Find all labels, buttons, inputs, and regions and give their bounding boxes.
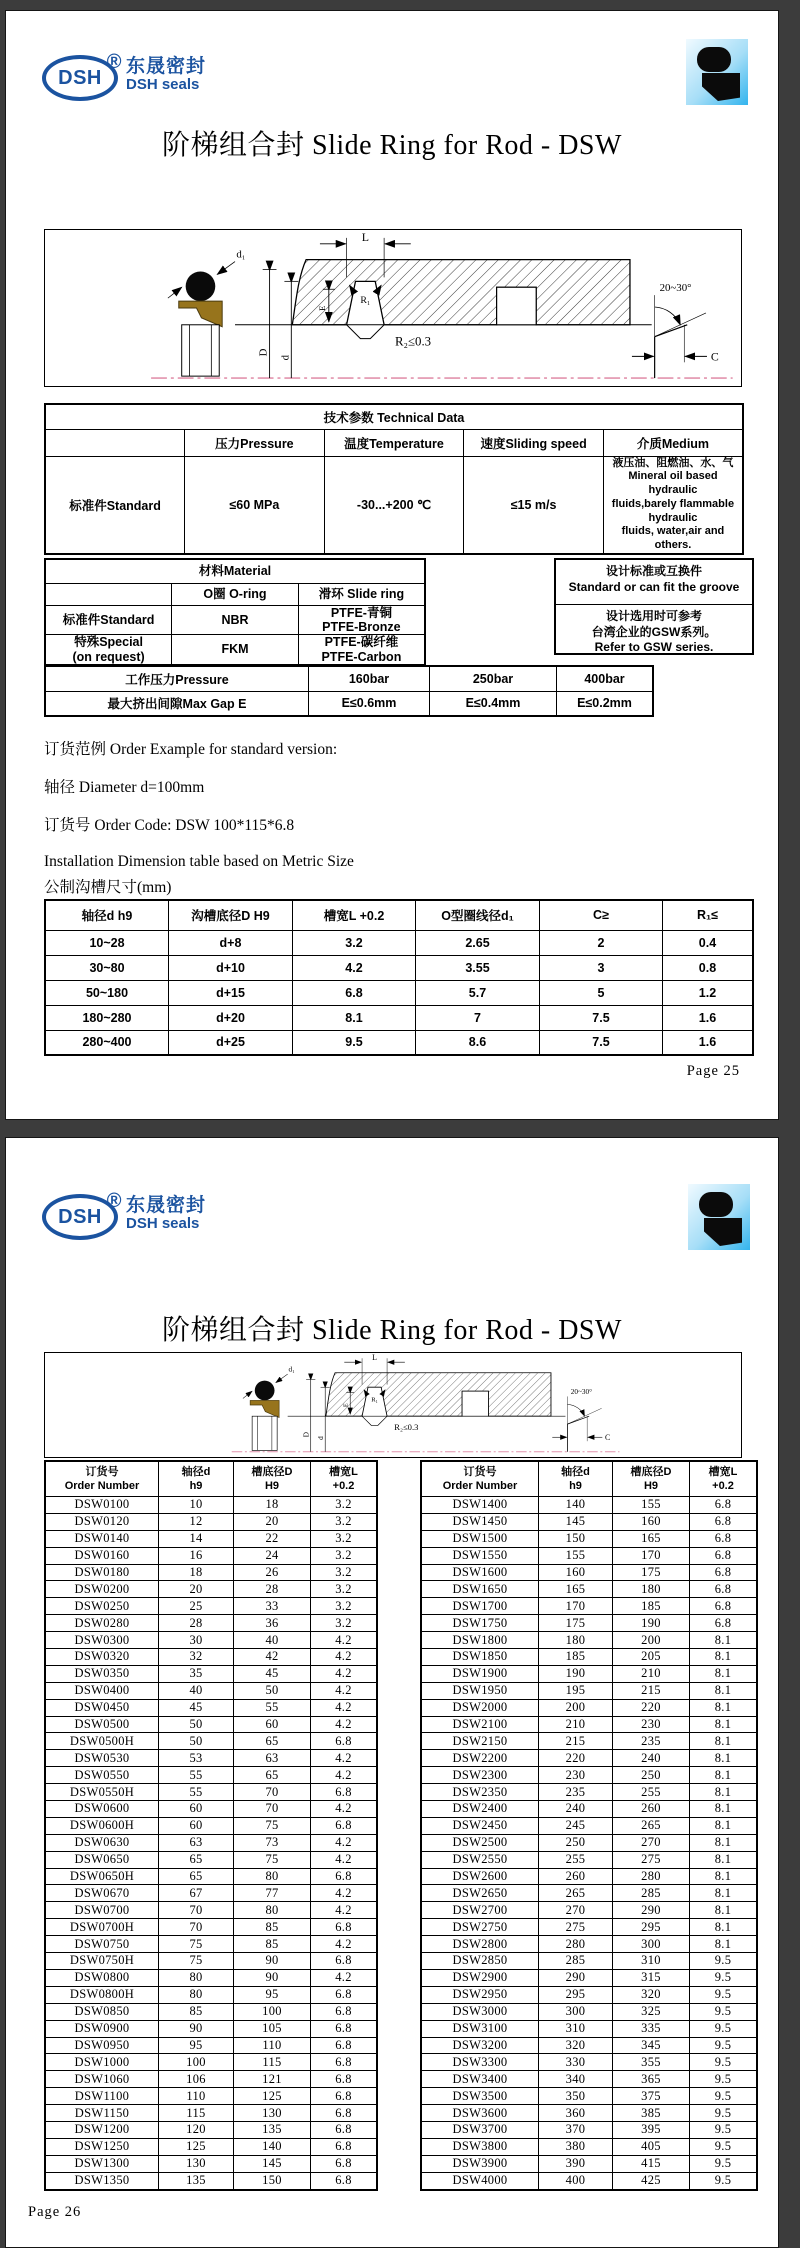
order-table-right-body — [421, 1497, 757, 2190]
dim-label-R2: R₂≤0.3 — [394, 1422, 419, 1433]
groove-block — [292, 260, 630, 325]
order-table-row: DSW3300 330 355 9.5 — [421, 2054, 757, 2071]
material-std-oring: NBR — [172, 605, 299, 635]
dim-label-d1: d₁ — [236, 248, 246, 261]
order-table-row: DSW2900 290 315 9.5 — [421, 1969, 757, 1986]
drawing-box — [44, 229, 742, 387]
metric-table-row: 30~80 d+10 4.2 3.55 3 0.8 — [45, 955, 753, 980]
order-table-row: DSW2000 200 220 8.1 — [421, 1699, 757, 1716]
order-table-row: DSW0750 75 85 4.2 — [45, 1936, 377, 1953]
order-table-row: DSW0140 14 22 3.2 — [45, 1530, 377, 1547]
dim-label-D: D — [257, 348, 270, 357]
catalog-page-26 — [5, 1137, 779, 2248]
o-ring-icon — [699, 1192, 733, 1217]
tech-header-pressure: 压力Pressure — [185, 429, 325, 456]
order-table-row: DSW0750H 75 90 6.8 — [45, 1953, 377, 1970]
order-table-row: DSW3100 310 335 9.5 — [421, 2020, 757, 2037]
dim-label-E: E — [316, 305, 327, 311]
dim-label-angle: 20~30° — [659, 282, 692, 295]
o-ring-icon — [697, 47, 731, 72]
order-table-row: DSW0700 70 80 4.2 — [45, 1902, 377, 1919]
dim-label-d: d — [317, 1436, 326, 1440]
order-table-row: DSW2950 295 320 9.5 — [421, 1986, 757, 2003]
seal-groove-technical-drawing — [45, 1353, 741, 1457]
page-title: 阶梯组合封 Slide Ring for Rod - DSW — [162, 1315, 622, 1346]
backup-ring-pocket — [462, 1391, 488, 1416]
order-table-row: DSW2350 235 255 8.1 — [421, 1784, 757, 1801]
order-table-row: DSW1700 170 185 6.8 — [421, 1598, 757, 1615]
metric-table-row: 280~400 d+25 9.5 8.6 7.5 1.6 — [45, 1030, 753, 1055]
order-table-row: DSW0600H 60 75 6.8 — [45, 1817, 377, 1834]
order-table-row: DSW1350 135 150 6.8 — [45, 2172, 377, 2189]
material-special-oring: FKM — [172, 635, 299, 665]
dsh-logo-text: DSH — [58, 1205, 102, 1228]
order-table-row: DSW0670 67 77 4.2 — [45, 1885, 377, 1902]
order-table-row: DSW0850 85 100 6.8 — [45, 2003, 377, 2020]
tech-header-medium: 介质Medium — [603, 429, 743, 456]
order-table-row: DSW2800 280 300 8.1 — [421, 1936, 757, 1953]
brand-name-cn: 东晟密封 — [126, 56, 207, 77]
max-gap-label: 最大挤出间隙Max Gap E — [45, 691, 309, 716]
header-groove-dia: 槽底径D H9 — [234, 1461, 311, 1497]
order-table-row: DSW0100 10 18 3.2 — [45, 1497, 377, 1514]
page-title: 阶梯组合封 Slide Ring for Rod - DSW — [162, 130, 622, 161]
dsh-logo-oval — [42, 51, 122, 101]
order-table-row: DSW1950 195 215 8.1 — [421, 1682, 757, 1699]
dim-label-R2: R₂≤0.3 — [394, 334, 432, 349]
order-table-row: DSW1250 125 140 6.8 — [45, 2138, 377, 2155]
order-table-row: DSW0120 12 20 3.2 — [45, 1513, 377, 1530]
metric-caption-cn: 公制沟槽尺寸(mm) — [44, 879, 172, 896]
dim-label-R1: R₁ — [360, 295, 371, 307]
material-special-slide: PTFE-碳纤维 PTFE-Carbon — [298, 635, 425, 665]
pressure-400: 400bar — [557, 666, 654, 691]
order-table-row: DSW3800 380 405 9.5 — [421, 2138, 757, 2155]
order-table-row: DSW2300 230 250 8.1 — [421, 1767, 757, 1784]
order-table-row: DSW2400 240 260 8.1 — [421, 1801, 757, 1818]
dim-label-angle: 20~30° — [570, 1387, 593, 1396]
order-table-row: DSW3600 360 385 9.5 — [421, 2105, 757, 2122]
dsh-logo — [42, 1190, 207, 1240]
order-table-row: DSW1550 155 170 6.8 — [421, 1547, 757, 1564]
order-table-row: DSW2850 285 310 9.5 — [421, 1953, 757, 1970]
page-number: Page 25 — [686, 1063, 740, 1079]
order-table-row: DSW0180 18 26 3.2 — [45, 1564, 377, 1581]
order-table-row: DSW1600 160 175 6.8 — [421, 1564, 757, 1581]
order-table-row: DSW3900 390 415 9.5 — [421, 2155, 757, 2172]
slide-ring-icon — [702, 73, 740, 101]
o-ring-section — [186, 271, 216, 301]
dim-label-D: D — [302, 1432, 311, 1438]
order-table-row: DSW2200 220 240 8.1 — [421, 1750, 757, 1767]
order-table-row: DSW1650 165 180 6.8 — [421, 1581, 757, 1598]
order-table-row: DSW2700 270 290 8.1 — [421, 1902, 757, 1919]
pressure-250: 250bar — [430, 666, 557, 691]
header-order-number: 订货号 Order Number — [421, 1461, 539, 1497]
backup-ring-pocket — [497, 287, 536, 325]
dim-label-L: L — [361, 230, 369, 244]
order-table-row: DSW1150 115 130 6.8 — [45, 2105, 377, 2122]
order-table-row: DSW0300 30 40 4.2 — [45, 1632, 377, 1649]
order-table-row: DSW0250 25 33 3.2 — [45, 1598, 377, 1615]
dsh-logo — [42, 51, 207, 101]
material-col-slide: 滑环 Slide ring — [298, 583, 425, 605]
seal-groove-technical-drawing — [45, 230, 741, 386]
order-table-row: DSW3500 350 375 9.5 — [421, 2088, 757, 2105]
page-number: Page 26 — [28, 2204, 82, 2220]
material-special-label: 特殊Special (on request) — [45, 635, 172, 665]
order-table-row: DSW1300 130 145 6.8 — [45, 2155, 377, 2172]
design-standard-box — [554, 558, 754, 655]
design-standard-top: 设计标准或互换件 Standard or can fit the groove — [568, 564, 740, 594]
tech-speed-value: ≤15 m/s — [464, 456, 604, 554]
order-table-row: DSW0700H 70 85 6.8 — [45, 1919, 377, 1936]
tech-caption: 技术参数 Technical Data — [45, 404, 743, 429]
metric-header-oring-dia: O型圈线径d₁ — [416, 900, 540, 930]
metric-table-body — [45, 930, 753, 1055]
order-table-row: DSW2100 210 230 8.1 — [421, 1716, 757, 1733]
metric-caption-en: Installation Dimension table based on Metric Size — [44, 853, 354, 870]
rod-sleeve — [182, 325, 220, 376]
order-table-row: DSW1100 110 125 6.8 — [45, 2088, 377, 2105]
metric-dimension-table — [44, 899, 754, 1056]
order-table-row: DSW2450 245 265 8.1 — [421, 1817, 757, 1834]
order-table-row: DSW0900 90 105 6.8 — [45, 2020, 377, 2037]
order-table-row: DSW1500 150 165 6.8 — [421, 1530, 757, 1547]
order-table-row: DSW0650H 65 80 6.8 — [45, 1868, 377, 1885]
metric-header-groove-width: 槽宽L +0.2 — [293, 900, 416, 930]
material-caption: 材料Material — [45, 559, 425, 583]
drawing-box — [44, 1352, 742, 1458]
order-table-row: DSW3000 300 325 9.5 — [421, 2003, 757, 2020]
metric-table-row: 50~180 d+15 6.8 5.7 5 1.2 — [45, 980, 753, 1005]
order-table-row: DSW0950 95 110 6.8 — [45, 2037, 377, 2054]
dsh-logo-text: DSH — [58, 66, 102, 89]
dim-label-L: L — [372, 1353, 377, 1363]
order-table-row: DSW0450 45 55 4.2 — [45, 1699, 377, 1716]
order-example-code: 订货号 Order Code: DSW 100*115*6.8 — [44, 817, 295, 834]
material-col-oring: O圈 O-ring — [172, 583, 299, 605]
tech-temperature-value: -30...+200 ℃ — [324, 456, 464, 554]
order-table-row: DSW0320 32 42 4.2 — [45, 1649, 377, 1666]
order-table-row: DSW1800 180 200 8.1 — [421, 1632, 757, 1649]
tech-medium-value: 液压油、阻燃油、水、气 Mineral oil based hydraulic fluids,barely flammable hydraulic fluids, water,air and others. — [603, 456, 743, 554]
design-standard-bottom: 设计选用时可参考 台湾企业的GSW系列。 Refer to GSW series. — [556, 604, 752, 660]
order-table-row: DSW0530 53 63 4.2 — [45, 1750, 377, 1767]
header-shaft-d: 轴径d h9 — [159, 1461, 234, 1497]
dim-label-C: C — [604, 1432, 611, 1442]
working-pressure-table — [44, 665, 654, 717]
order-table-row: DSW0160 16 24 3.2 — [45, 1547, 377, 1564]
o-ring-section — [255, 1381, 275, 1401]
metric-table-row: 10~28 d+8 3.2 2.65 2 0.4 — [45, 930, 753, 955]
order-table-row: DSW1200 120 135 6.8 — [45, 2121, 377, 2138]
order-table-row: DSW0200 20 28 3.2 — [45, 1581, 377, 1598]
order-table-row: DSW0550H 55 70 6.8 — [45, 1784, 377, 1801]
pressure-160: 160bar — [309, 666, 430, 691]
material-std-label: 标准件Standard — [45, 605, 172, 635]
order-table-row: DSW1850 185 205 8.1 — [421, 1649, 757, 1666]
order-table-row: DSW0800 80 90 4.2 — [45, 1969, 377, 1986]
order-table-left — [44, 1460, 378, 2191]
order-table-row: DSW3700 370 395 9.5 — [421, 2121, 757, 2138]
order-table-row: DSW4000 400 425 9.5 — [421, 2172, 757, 2189]
metric-header-c: C≥ — [540, 900, 663, 930]
order-table-row: DSW3400 340 365 9.5 — [421, 2071, 757, 2088]
order-table-row: DSW1060 106 121 6.8 — [45, 2071, 377, 2088]
dsh-logo-oval — [42, 1190, 122, 1240]
brand-name-en: DSH seals — [126, 75, 200, 93]
dim-label-E: E — [343, 1403, 350, 1407]
pressure-label: 工作压力Pressure — [45, 666, 309, 691]
slide-ring-icon — [704, 1218, 742, 1246]
order-example-line: 订货范例 Order Example for standard version: — [44, 741, 338, 758]
order-table-row: DSW0500 50 60 4.2 — [45, 1716, 377, 1733]
header-groove-width: 槽宽L +0.2 — [311, 1461, 378, 1497]
slide-ring-section — [250, 1400, 279, 1417]
order-table-row: DSW0280 28 36 3.2 — [45, 1615, 377, 1632]
order-table-row: DSW0800H 80 95 6.8 — [45, 1986, 377, 2003]
header-order-number: 订货号 Order Number — [45, 1461, 159, 1497]
order-table-row: DSW0600 60 70 4.2 — [45, 1801, 377, 1818]
seal-profile-icon — [686, 39, 748, 105]
dim-label-d1: d₁ — [288, 1365, 295, 1374]
order-table-row: DSW1750 175 190 6.8 — [421, 1615, 757, 1632]
order-table-row: DSW1000 100 115 6.8 — [45, 2054, 377, 2071]
rod-sleeve — [252, 1416, 277, 1450]
brand-name-en: DSH seals — [126, 1214, 200, 1232]
order-example-diameter: 轴径 Diameter d=100mm — [44, 779, 205, 796]
brand-names — [126, 55, 206, 93]
technical-data-table — [44, 403, 744, 555]
order-table-header — [45, 1461, 377, 1497]
order-table-row: DSW0350 35 45 4.2 — [45, 1665, 377, 1682]
order-table-left-body — [45, 1497, 377, 2190]
metric-header-r1: R₁≤ — [663, 900, 754, 930]
order-table-row: DSW1400 140 155 6.8 — [421, 1497, 757, 1514]
order-table-right — [420, 1460, 758, 2191]
gap-160: E≤0.6mm — [309, 691, 430, 716]
metric-header-groove-dia: 沟槽底径D H9 — [169, 900, 293, 930]
dim-label-R1: R₁ — [371, 1396, 378, 1404]
tech-header-temperature: 温度Temperature — [324, 429, 464, 456]
seal-profile-icon — [688, 1184, 750, 1250]
order-table-row: DSW0400 40 50 4.2 — [45, 1682, 377, 1699]
tech-header-speed: 速度Sliding speed — [464, 429, 604, 456]
order-table-row: DSW1450 145 160 6.8 — [421, 1513, 757, 1530]
order-table-row: DSW0550 55 65 4.2 — [45, 1767, 377, 1784]
material-table — [44, 558, 426, 666]
registered-mark-icon: ® — [106, 51, 122, 73]
header-groove-width: 槽宽L +0.2 — [690, 1461, 758, 1497]
dim-label-d: d — [279, 354, 292, 361]
order-table-row: DSW2150 215 235 8.1 — [421, 1733, 757, 1750]
order-table-row: DSW0650 65 75 4.2 — [45, 1851, 377, 1868]
brand-names — [126, 1194, 206, 1232]
order-example — [44, 731, 337, 845]
order-table-row: DSW2750 275 295 8.1 — [421, 1919, 757, 1936]
order-table-header — [421, 1461, 757, 1497]
header-groove-dia: 槽底径D H9 — [613, 1461, 690, 1497]
tech-pressure-value: ≤60 MPa — [185, 456, 325, 554]
order-table-row: DSW2600 260 280 8.1 — [421, 1868, 757, 1885]
gap-400: E≤0.2mm — [557, 691, 654, 716]
material-std-slide: PTFE-青铜 PTFE-Bronze — [298, 605, 425, 635]
dim-label-C: C — [710, 349, 719, 364]
order-table-row: DSW1900 190 210 8.1 — [421, 1665, 757, 1682]
order-table-row: DSW0500H 50 65 6.8 — [45, 1733, 377, 1750]
order-table-row: DSW2500 250 270 8.1 — [421, 1834, 757, 1851]
catalog-page-25 — [5, 10, 779, 1120]
registered-mark-icon: ® — [106, 1190, 122, 1212]
groove-block — [326, 1373, 551, 1416]
brand-name-cn: 东晟密封 — [126, 1195, 207, 1216]
order-table-row: DSW3200 320 345 9.5 — [421, 2037, 757, 2054]
order-table-row: DSW2650 265 285 8.1 — [421, 1885, 757, 1902]
order-table-row: DSW0630 63 73 4.2 — [45, 1834, 377, 1851]
metric-header-shaft: 轴径d h9 — [45, 900, 169, 930]
order-table-row: DSW2550 255 275 8.1 — [421, 1851, 757, 1868]
slide-ring-section — [179, 301, 222, 327]
metric-table-row: 180~280 d+20 8.1 7 7.5 1.6 — [45, 1005, 753, 1030]
tech-row-label: 标准件Standard — [45, 456, 185, 554]
header-shaft-d: 轴径d h9 — [539, 1461, 613, 1497]
gap-250: E≤0.4mm — [430, 691, 557, 716]
